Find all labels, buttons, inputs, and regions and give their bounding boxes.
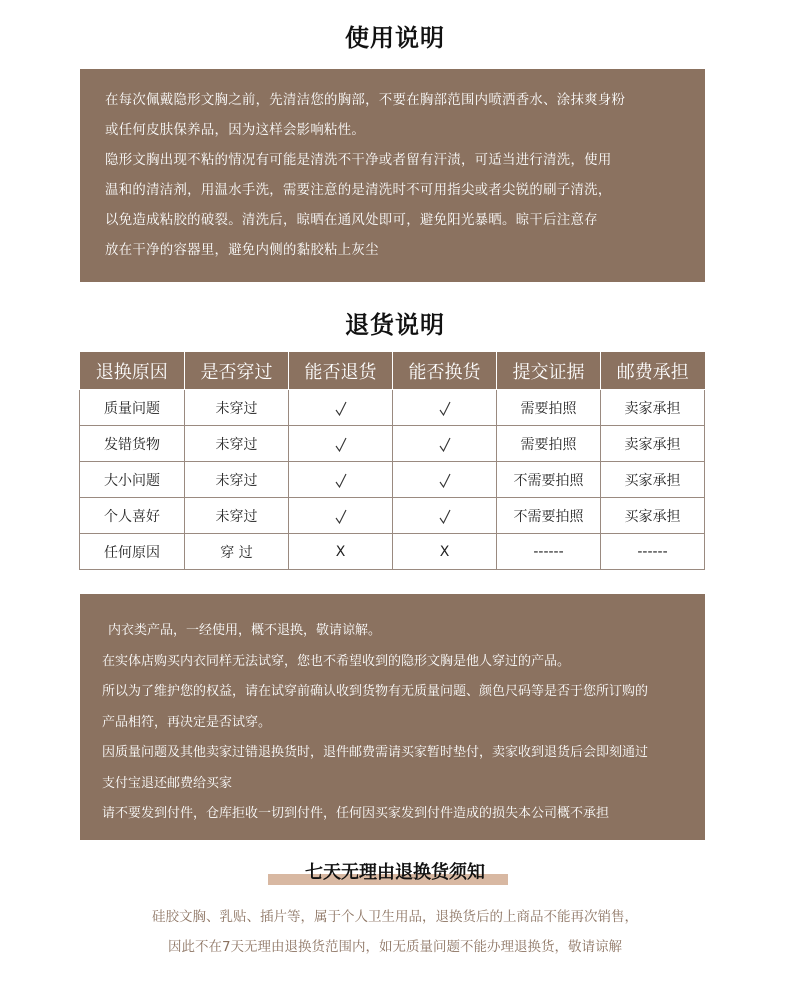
check-mark-icon — [439, 401, 450, 415]
cell-can-exchange — [393, 390, 497, 426]
cell-postage: 卖家承担 — [601, 426, 705, 462]
table-row — [80, 462, 705, 498]
table-row — [80, 426, 705, 462]
cell-postage: 卖家承担 — [601, 390, 705, 426]
cell-evidence: 需要拍照 — [497, 426, 601, 462]
table-row — [80, 498, 705, 534]
cell-can-return — [289, 498, 393, 534]
policy-line: 所以为了维护您的权益，请在试穿前确认收到货物有无质量问题、颜色尺码等是否于您所订购的 — [102, 684, 649, 699]
cell-worn: 未穿过 — [185, 390, 289, 426]
check-mark-icon — [335, 473, 346, 487]
cell-reason: 大小问题 — [80, 462, 185, 498]
cell-can-exchange: X — [393, 534, 497, 570]
usage-line: 在每次佩戴隐形文胸之前，先清洁您的胸部，不要在胸部范围内喷洒香水、涂抹爽身粉 — [105, 93, 626, 108]
seven-day-line: 因此不在7天无理由退换货范围内，如无质量问题不能办理退换货，敬请谅解 — [167, 939, 623, 955]
header-can-return: 能否退货 — [289, 352, 393, 390]
usage-line: 放在干净的容器里，避免内侧的黏胶粘上灰尘 — [105, 243, 379, 258]
usage-line: 或任何皮肤保养品，因为这样会影响粘性。 — [105, 123, 366, 138]
cell-can-exchange — [393, 498, 497, 534]
cell-evidence: 不需要拍照 — [497, 498, 601, 534]
usage-title: 使用说明 — [345, 24, 445, 52]
check-mark-icon — [439, 473, 450, 487]
cell-worn: 未穿过 — [185, 462, 289, 498]
usage-line: 温和的清洁剂，用温水手洗，需要注意的是清洗时不可用指尖或者尖锐的刷子清洗， — [105, 183, 612, 198]
cell-can-return — [289, 462, 393, 498]
policy-line: 产品相符，再决定是否试穿。 — [102, 714, 272, 730]
cell-can-return: X — [289, 534, 393, 570]
cell-worn: 穿 过 — [185, 534, 289, 570]
cell-can-exchange — [393, 462, 497, 498]
policy-line: 请不要发到付件，仓库拒收一切到付件，任何因买家发到付件造成的损失本公司概不承担 — [102, 806, 610, 821]
table-row — [80, 390, 705, 426]
returns-header-row — [80, 352, 705, 390]
seven-day-title: 七天无理由退换货须知 — [305, 862, 485, 883]
cell-postage: 买家承担 — [601, 462, 705, 498]
cell-can-return — [289, 426, 393, 462]
cell-postage: ------ — [601, 534, 705, 570]
cell-can-return — [289, 390, 393, 426]
cell-postage: 买家承担 — [601, 498, 705, 534]
policy-line: 内衣类产品，一经使用，概不退换，敬请谅解。 — [108, 623, 382, 638]
returns-title: 退货说明 — [345, 311, 445, 339]
header-evidence: 提交证据 — [497, 352, 601, 390]
cell-reason: 任何原因 — [80, 534, 185, 570]
check-mark-icon — [439, 509, 450, 523]
policy-box — [80, 594, 705, 840]
table-row — [80, 534, 705, 570]
cell-worn: 未穿过 — [185, 498, 289, 534]
check-mark-icon — [335, 437, 346, 451]
cell-worn: 未穿过 — [185, 426, 289, 462]
header-can-exchange: 能否换货 — [393, 352, 497, 390]
cell-evidence: 需要拍照 — [497, 390, 601, 426]
cell-evidence: 不需要拍照 — [497, 462, 601, 498]
cell-can-exchange — [393, 426, 497, 462]
cell-reason: 个人喜好 — [80, 498, 185, 534]
returns-table — [79, 352, 705, 570]
usage-line: 隐形文胸出现不粘的情况有可能是清洗不干净或者留有汗渍，可适当进行清洗，使用 — [105, 153, 612, 168]
header-postage: 邮费承担 — [601, 352, 705, 390]
header-reason: 退换原因 — [80, 352, 185, 390]
policy-line: 因质量问题及其他卖家过错退换货时，退件邮费需请买家暂时垫付，卖家收到退货后会即刻通过 — [102, 745, 649, 760]
cell-evidence: ------ — [497, 534, 601, 570]
check-mark-icon — [439, 437, 450, 451]
policy-line: 在实体店购买内衣同样无法试穿，您也不希望收到的隐形文胸是他人穿过的产品。 — [102, 653, 571, 669]
cell-reason: 质量问题 — [80, 390, 185, 426]
policy-line: 支付宝退还邮费给买家 — [102, 775, 233, 791]
check-mark-icon — [335, 509, 346, 523]
usage-instructions-box — [80, 69, 705, 282]
usage-line: 以免造成粘胶的破裂。清洗后，晾晒在通风处即可，避免阳光暴晒。晾干后注意存 — [105, 213, 598, 228]
cell-reason: 发错货物 — [80, 426, 185, 462]
header-worn: 是否穿过 — [185, 352, 289, 390]
seven-day-line: 硅胶文胸、乳贴、插片等，属于个人卫生用品，退换货后的上商品不能再次销售， — [152, 909, 638, 925]
check-mark-icon — [335, 401, 346, 415]
